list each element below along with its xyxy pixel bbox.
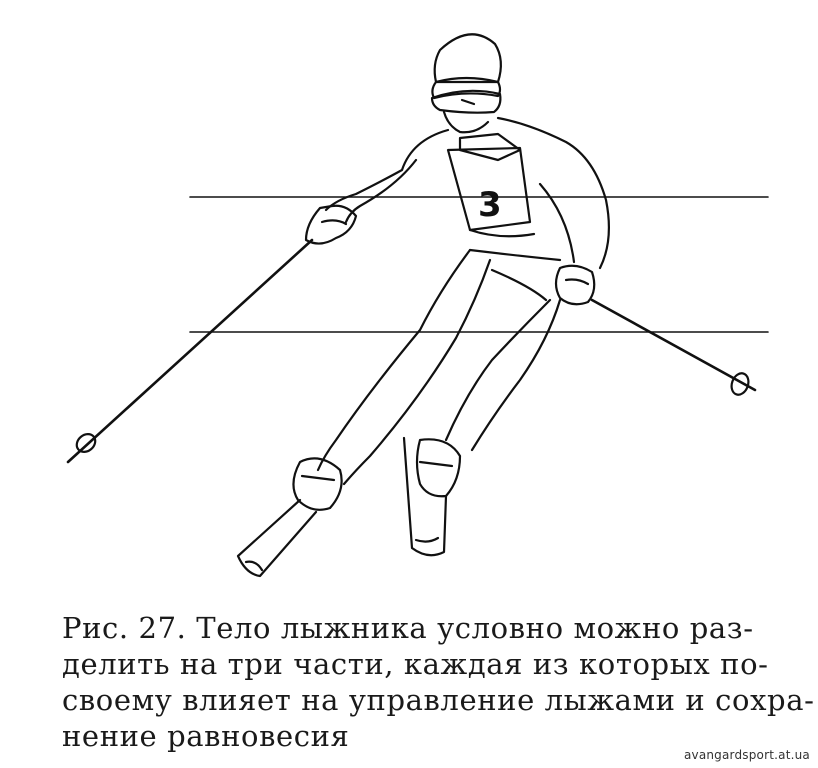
left-ski [238,500,316,576]
jacket [326,118,609,268]
face [444,112,488,132]
watermark: avangardsport.at.ua [683,748,810,762]
left-boot [293,458,341,509]
caption-line: нение равновесия [62,719,350,753]
caption-line: делить на три части, каждая из которых по- [62,647,769,681]
left-hand [306,206,356,244]
right-boot [417,439,460,496]
figure-caption [62,610,815,754]
bib-number: 3 [478,185,502,225]
caption-line: Рис. 27. Тело лыжника условно можно раз- [62,611,754,645]
pants [318,250,560,484]
right-ski-pole [592,300,755,397]
hat [432,34,500,98]
left-ski-pole [68,240,312,462]
right-hand [556,266,594,305]
caption-line: своему влияет на управление лыжами и сохра- [62,683,815,717]
